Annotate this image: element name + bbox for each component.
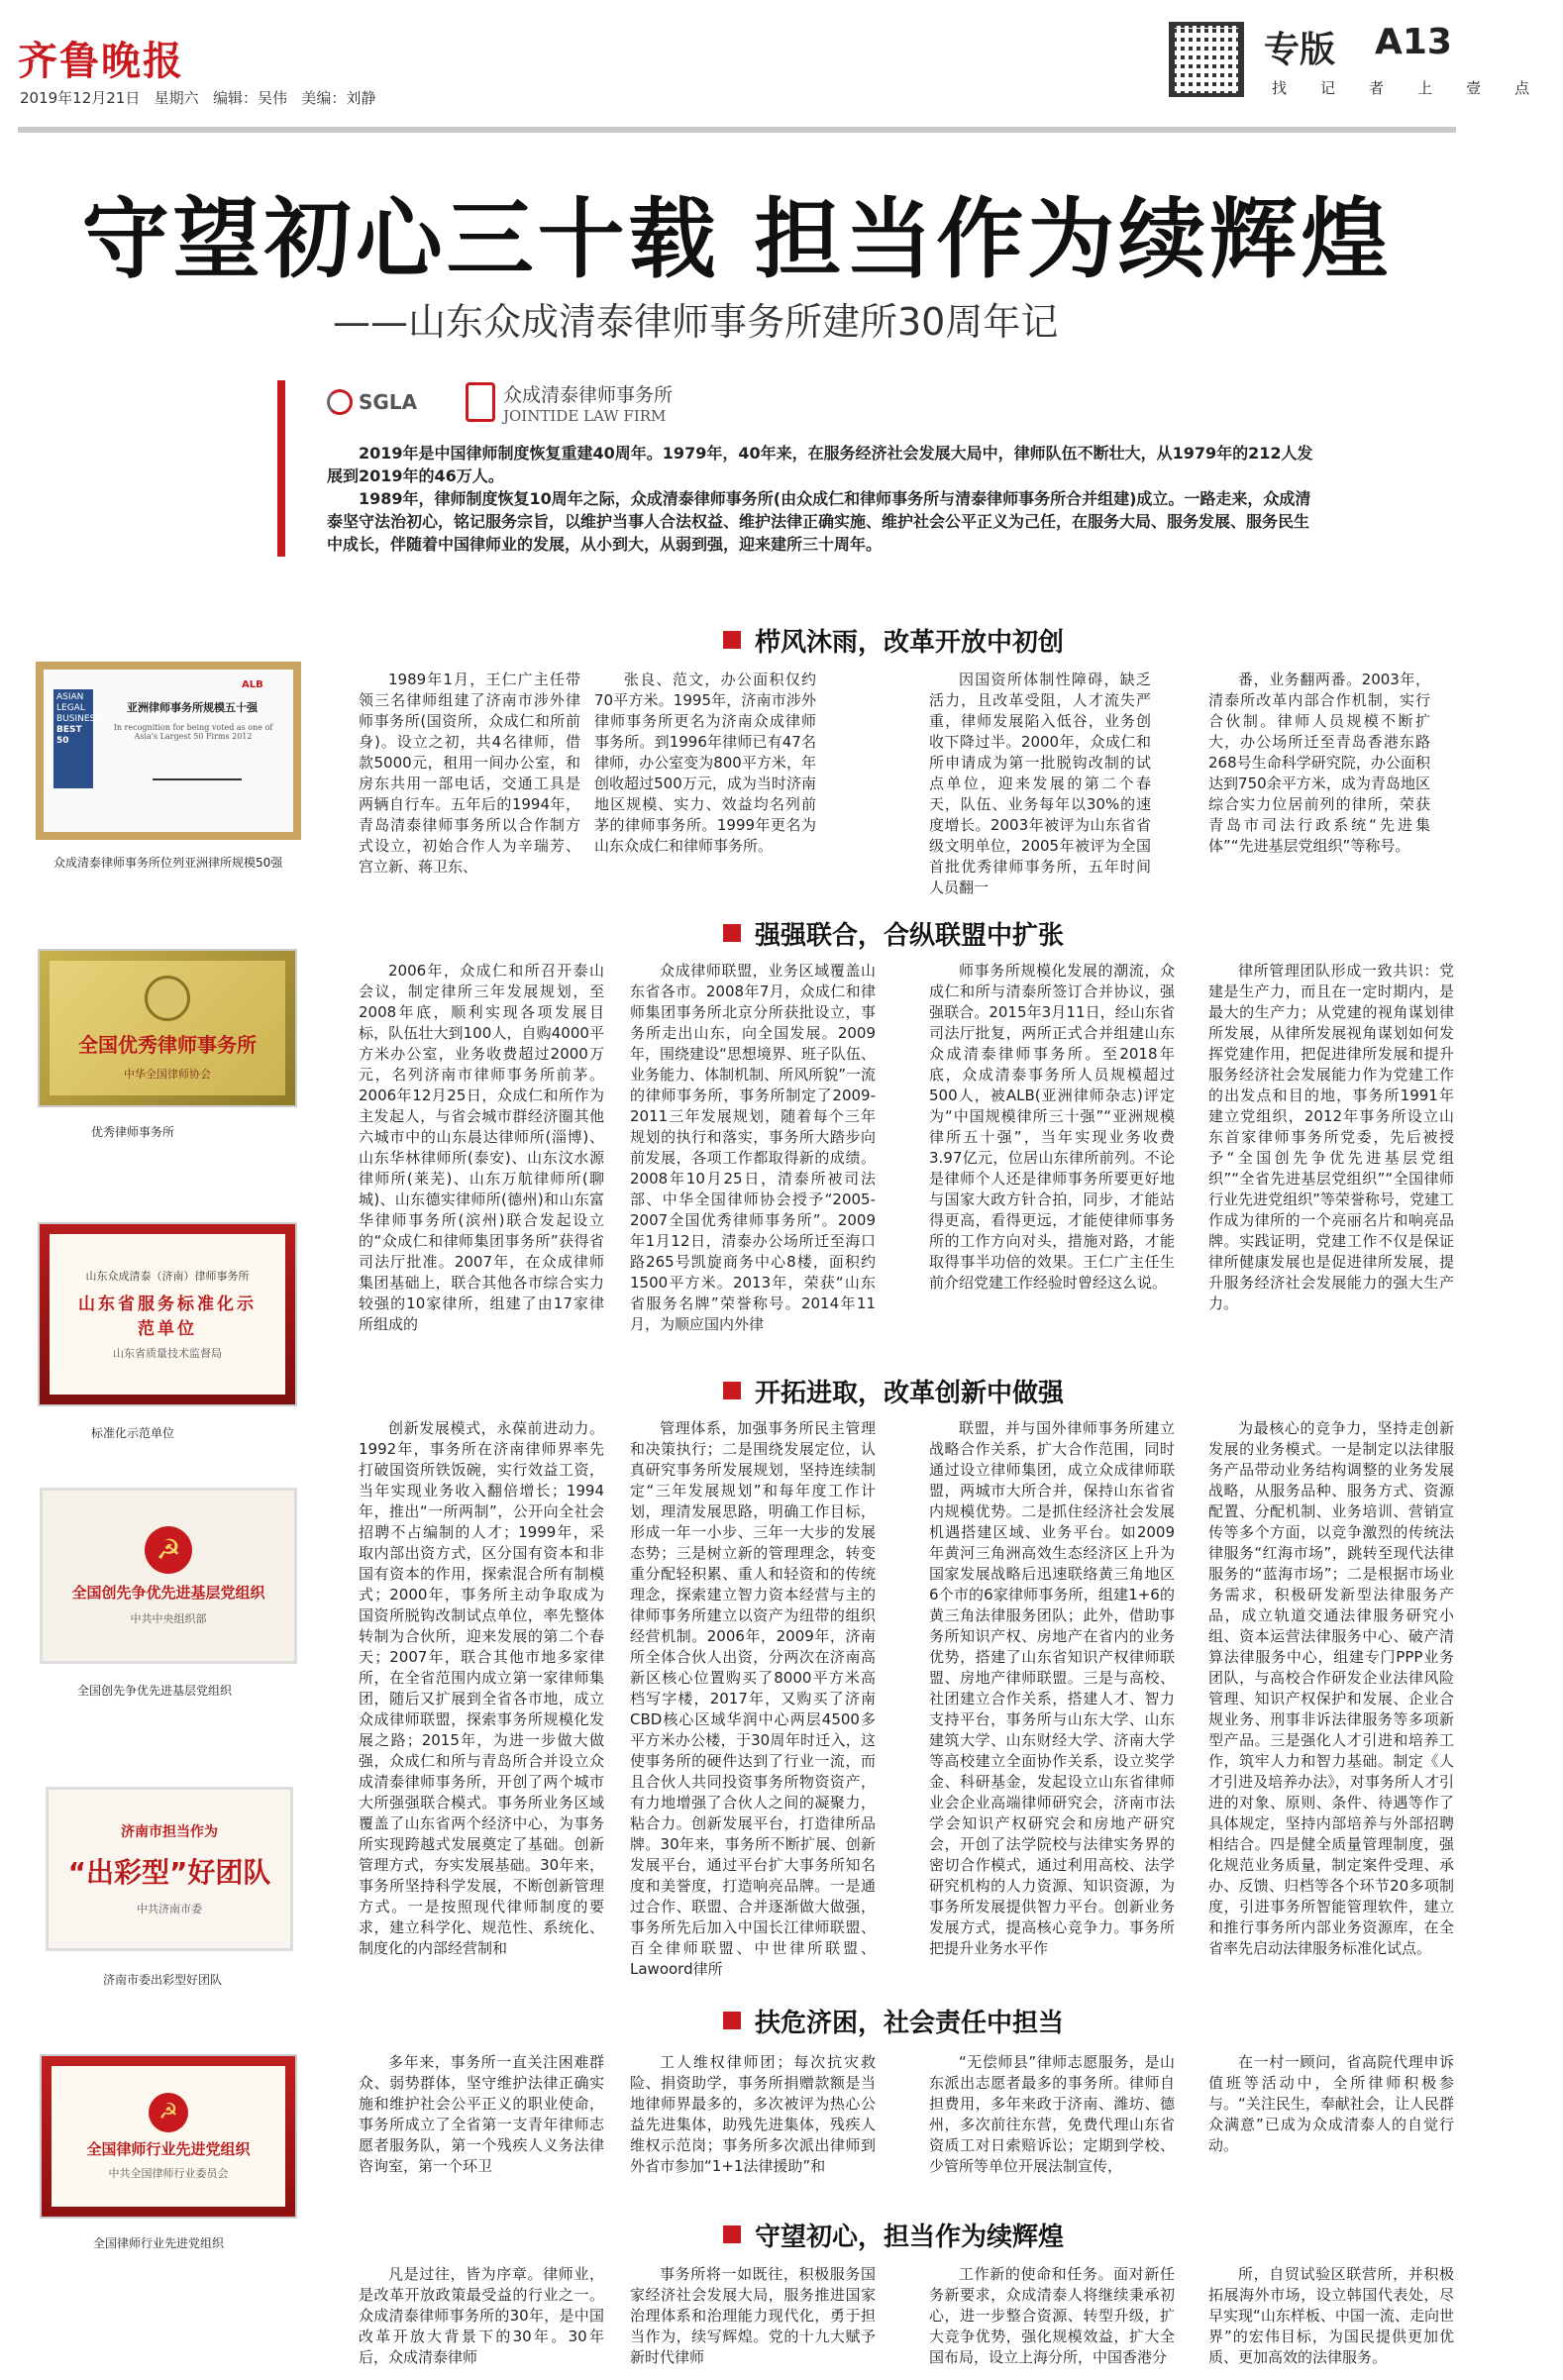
sgla-logo: SGLA <box>327 380 446 424</box>
photo-caption: 标准化示范单位 <box>91 1426 175 1440</box>
photo-industry-party-plaque: ☭ 全国律师行业先进党组织 中共全国律师行业委员会 <box>40 2054 297 2219</box>
article-column: 管理体系，加强事务所民主管理和决策执行；二是围绕发展定位，认真研究事务所发展规划，坚持连续制定“三年发展规划”和每年度工作计划，理清发展思路，明确工作目标，形成一年一小步、三年一大步的发展态势；三是树立新的管理理念，转变重分配轻积累、重人和轻资和的传统理念，探索建立智力资本经营与主的律师事务所建立以资产为纽带的组织经营机制。2006年，2009年，济南所全体合伙人出资，分两次在济南高新区核心位置购买了8000平方米高档写字楼，2017年，又购买了济南CBD核心区域华润中心两层4500多平方米办公楼，于30周年时迁入，这使事务所的硬件达到了行业一流，而且合伙人共同投资事务所物资资产，有力地增强了合伙人之间的凝聚力，粘合力。创新发展平台，打造律所品牌。30年来，事务所不断扩展、创新发展平台，通过平台扩大事务所知名度和美誉度，打造响亮品牌。一是通过合作、联盟、合并逐渐做大做强，事务所先后加入中国长江律师联盟、百全律师联盟、中世律所联盟、Lawoord律所 <box>630 1419 876 1978</box>
photo-caption: 优秀律师事务所 <box>91 1125 175 1139</box>
headline: 守望初心三十载 担当作为续辉煌 <box>81 188 1393 290</box>
signature-line <box>153 778 242 780</box>
issue-date: 2019年12月21日 <box>20 89 141 107</box>
article-column: 联盟，并与国外律师事务所建立战略合作关系，扩大合作范围，同时通过设立律师集团，成立众成律师联盟，两城市大所合并，保持山东省省内规模优势。二是抓住经济社会发展机遇搭建区域、业务平台。如2009年黄河三角洲高效生态经济区上升为国家发展战略后迅速联络黄三角地区6个市的6家律师事务所，组建1+6的黄三角法律服务团队；此外，借助事务所知识产权、房地产在省内的业务优势，搭建了山东省知识产权律师联盟、房地产律师联盟。三是与高校、社团建立合作关系，搭建人才、智力支持平台，事务所与山东大学、山东建筑大学、山东财经大学、济南大学等高校建立全面协作关系，设立奖学金、科研基金，发起设立山东省律师业会企业高端律师研究会，济南市法学会知识产权研究会和房地产研究会，开创了法学院校与法律实务界的密切合作模式，通过利用高校、法学研究机构的人力资源、知识资源，为事务所发展提供智力平台。创新业务发展方式，提高核心竞争力。事务所把提升业务水平作 <box>929 1419 1175 1957</box>
emblem-icon <box>145 976 190 1021</box>
photo-team-plaque: 济南市担当作为 “出彩型”好团队 中共济南市委 <box>46 1787 293 1951</box>
article-column: 番，业务翻两番。2003年，清泰所改革内部合作机制，实行合伙制。律师人员规模不断扩大，办公场所迁至青岛香港东路268号生命科学研究院，办公面积达到750余平方米，成为青岛地区综合实力位居前列的律所，荣获青岛市司法行政系统“先进集体”“先进基层党组织”等称号。 <box>1208 671 1430 855</box>
article-column: 凡是过往，皆为序章。律师业，是改革开放政策最受益的行业之一。众成清泰律师事务所的30年，是中国改革开放大背景下的30年。30年后，众成清泰律师 <box>359 2265 604 2366</box>
article-column: 在一村一顾问，省高院代理申诉值班等活动中，全所律师积极参与。“关注民生，奉献社会，让人民群众满意”已成为众成清泰人的自觉行动。 <box>1208 2053 1454 2154</box>
masthead <box>18 22 1536 109</box>
firm-logo: 众成清泰律师事务所 JOINTIDE LAW FIRM <box>466 376 723 428</box>
article-column: 为最核心的竞争力，坚持走创新发展的业务模式。一是制定以法律服务产品带动业务结构调整的业务发展战略，从服务品种、服务方式、资源配置、分配机制、业务培训、营销宣传等多个方面，以竞争激烈的传统法律服务“红海市场”，跳转至现代法律服务的“蓝海市场”；二是根据市场业务需求，积极研发新型法律服务产品，成立轨道交通法律服务研究小组、资本运营法律服务中心、破产清算法律服务中心，组建专门PPP业务团队，与高校合作研发企业法律风险管理、知识产权保护和发展、企业合规业务、刑事非诉法律服务等多项新型产品。三是强化人才引进和培养工作，筑牢人力和智力基础。制定《人才引进及培养办法》，对事务所人才引进的对象、原则、条件、待遇等作了具体规定，坚持内部培养与外部招聘相结合。四是健全质量管理制度，强化规范业务质量，制定案件受理、承办、反馈、归档等各个环节20多项制度，引进事务所智能管理软件，建立和推行事务所内部业务资源库，在全省率先启动法律服务标准化试点。 <box>1208 1419 1454 1957</box>
accent-bar <box>277 380 285 557</box>
photo-party-plaque: ☭ 全国创先争优先进基层党组织 中共中央组织部 <box>40 1488 297 1664</box>
article-column: 因国资所体制性障碍，缺乏活力，且改革受阻，人才流失严重，律师发展陷入低谷，业务创收下降过半。2000年，众成仁和所申请成为第一批脱钩改制的试点单位，迎来发展的第二个春天，队伍、业务每年以30%的速度增长。2003年被评为山东省省级文明单位，2005年被评为全国首批优秀律师事务所，五年时间人员翻一 <box>929 671 1151 896</box>
photo-caption: 济南市委出彩型好团队 <box>103 1973 223 1987</box>
article-column: 张良、范文，办公面积仅约70平方米。1995年，济南市涉外律师事务所更名为济南众成律师事务所。到1996年律师已有47名律师，办公室变为800平方米，年创收超过500万元，成为当时济南地区规模、实力、效益均名列前茅的律师事务所。1999年更名为山东众成仁和律师事务所。 <box>594 671 816 855</box>
article-column: “无偿师县”律师志愿服务，是山东派出志愿者最多的事务所。律师自担费用，多年来政于济南、潍坊、德州，多次前往东营，免费代理山东省资质工对日索赔诉讼；定期到学校、少管所等单位开展法制宣传， <box>929 2053 1175 2175</box>
photo-caption: 众成清泰律师事务所位列亚洲律所规模50强 <box>53 856 283 870</box>
designer: 美编：刘静 <box>301 89 376 107</box>
square-icon <box>723 2012 741 2029</box>
newspaper-name: 齐鲁晚报 <box>18 38 184 84</box>
square-icon <box>723 631 741 649</box>
article-column: 2006年，众成仁和所召开泰山会议，制定律所三年发展规划，至2008年底，顺利实现各项发展目标，队伍壮大到100人，自购4000平方米办公室，业务收费超过2000万元，名列济南市律师事务所前茅。2006年12月25日，众成仁和所作为主发起人，与省会城市群经济圈其他六城市中的山东晨达律师所(淄博)、山东华林律师所(泰安)、山东汶水源律师所(莱芜)、山东万航律师所(聊城)、山东德实律师所(德州)和山东富华律师事务所(滨州)联合发起设立的“众成仁和律师集团事务所”获得省司法厅批准。2007年，在众成律师集团基础上，联合其他各市综合实力较强的10家律所，组建了由17家律所组成的 <box>359 962 604 1333</box>
photo-alb-certificate: ASIAN LEGAL BUSINESS BEST 50 亚洲律师事务所规模五十强 In recognition for being voted as one of Asia's Largest 50 Firms 2012 ALB <box>36 662 301 840</box>
dateline <box>20 87 375 108</box>
section-heading: 强强联合，合纵联盟中扩张 <box>723 915 1064 951</box>
party-emblem-icon: ☭ <box>149 2093 188 2132</box>
sgla-mark-icon <box>327 389 353 415</box>
article-column: 1989年1月，王仁广主任带领三名律师组建了济南市涉外律师事务所(国资所，众成仁和所前身)。设立之初，共4名律师，借款5000元，租用一间办公室，和房东共用一部电话，交通工具是两辆自行车。五年后的1994年，青岛清泰律师事务所以合作制方式设立，初始合作人为辛瑞芳、宫立新、蒋卫东、 <box>359 671 580 876</box>
alb-badge: ASIAN LEGAL BUSINESS BEST 50 <box>53 689 93 788</box>
party-emblem-icon: ☭ <box>145 1526 192 1574</box>
weekday: 星期六 <box>154 89 199 107</box>
page-number: A13 <box>1375 22 1452 62</box>
photo-standardization-plaque: 山东众成清泰（济南）律师事务所 山东省服务标准化示范单位 山东省质量技术监督局 <box>38 1222 297 1406</box>
article-column: 所，自贸试验区联营所，并积极拓展海外市场，设立韩国代表处，尽早实现“山东样板、中国一流、走向世界”的宏伟目标，为国民提供更加优质、更加高效的法律服务。 <box>1208 2265 1454 2366</box>
intro: 2019年是中国律师制度恢复重建40周年。1979年，40年来，在服务经济社会发展大局中，律师队伍不断壮大，从1979年的212人发展到2019年的46万人。 1989年，律师制度恢复10周年之际，众成清泰律师事务所(由众成仁和律师事务所与清泰律师事务所合并组建)成立。一路走来，众成清泰坚守法治初心，铭记服务宗旨，以维护当事人合法权益、维护法律正确实施、维护社会公平正义为己任，在服务大局、服务发展、服务民生中成长，伴随着中国律师业的发展，从小到大，从弱到强，迎来建所三十周年。 <box>327 444 1313 554</box>
article-column: 事务所将一如既往，积极服务国家经济社会发展大局，服务推进国家治理体系和治理能力现代化，勇于担当作为，续写辉煌。党的十九大赋予新时代律师 <box>630 2265 876 2366</box>
square-icon <box>723 1382 741 1399</box>
square-icon <box>723 2225 741 2243</box>
article-column: 律所管理团队形成一致共识：党建是生产力，而且在一定时期内，是最大的生产力；从党建的视角谋划律所发展，从律所发展视角谋划如何发挥党建作用，把促进律所发展和提升服务经济社会发展能力作为党建工作的出发点和目的地，事务所1991年建立党组织，2012年事务所设立山东首家律师事务所党委，先后被授予“全国创先争优先进基层党组织”“全省先进基层党组织”“全国律师行业先进党组织”等荣誉称号，党建工作成为律所的一个亮丽名片和响亮品牌。实践证明，党建工作不仅是保证律所健康发展也是促进律所发展，提升服务经济社会发展能力的强大生产力。 <box>1208 962 1454 1312</box>
editor: 编辑：吴伟 <box>213 89 288 107</box>
section-heading: 守望初心，担当作为续辉煌 <box>723 2217 1064 2252</box>
subheadline: ——山东众成清泰律师事务所建所30周年记 <box>333 300 1059 344</box>
firm-mark-icon <box>466 382 495 422</box>
article-column: 创新发展模式，永葆前进动力。1992年，事务所在济南律师界率先打破国资所铁饭碗，实行效益工资，当年实现业务收入翻倍增长；1994年，推出“一所两制”，公开向全社会招聘不占编制的人才；1999年，采取内部出资方式，区分国有资本和非国有资本的作用，探索混合所有制模式；2000年，事务所主动争取成为国资所脱钩改制试点单位，率先整体转制为合伙所，迎来发展的第二个春天；2007年，联合其他市地多家律所，在全省范围内成立第一家律师集团，随后又扩展到全省各市地，成立众成律师联盟，探索事务所规模化发展之路；2015年，为进一步做大做强，众成仁和所与青岛所合并设立众成清泰律师事务所，开创了两个城市大所强强联合模式。事务所业务区域覆盖了山东省两个经济中心，为事务所实现跨越式发展奠定了基础。创新管理方式，夯实发展基础。30年来，事务所坚持科学发展，不断创新管理方式。一是按照现代律师制度的要求，建立科学化、规范性、系统化、制度化的内部经营制和 <box>359 1419 604 1957</box>
square-icon <box>723 924 741 942</box>
section-heading: 扶危济困，社会责任中担当 <box>723 2003 1064 2038</box>
photo-caption: 全国创先争优先进基层党组织 <box>77 1684 233 1698</box>
article-column: 众成律师联盟，业务区域覆盖山东省各市。2008年7月，众成仁和律师集团事务所北京分所获批设立，事务所走出山东，向全国发展。2009年，围绕建设“思想境界、班子队伍、业务能力、体制机制、所风所貌”一流的律师事务所，事务所制定了2009-2011三年发展规划，随着每个三年规划的执行和落实，事务所大踏步向前发展，各项工作都取得新的成绩。2008年10月25日，清泰所被司法部、中华全国律师协会授予“2005-2007全国优秀律师事务所”。2009年1月12日，清泰办公场所迁至海口路265号凯旋商务中心8楼，面积约1500平方米。2013年，荣获“山东省服务名牌”荣誉称号。2014年11月，为顺应国内外律 <box>630 962 876 1333</box>
article-column: 多年来，事务所一直关注困难群众、弱势群体，坚守维护法律正确实施和维护社会公平正义的职业使命，事务所成立了全省第一支青年律师志愿者服务队，第一个残疾人义务法律咨询室，第一个环卫 <box>359 2053 604 2175</box>
section-heading: 栉风沐雨，改革开放中初创 <box>723 622 1064 658</box>
alb-logo: ALB <box>242 679 263 690</box>
article-column: 工人维权律师团；每次抗灾救险、捐资助学，事务所捐赠款额是当地律师界最多的，多次被评为热心公益先进集体，助残先进集体，残疾人维权示范岗；事务所多次派出律师到外省市参加“1+1法律援助”和 <box>630 2053 876 2175</box>
section-heading: 开拓进取，改革创新中做强 <box>723 1373 1064 1408</box>
article-column: 工作新的使命和任务。面对新任务新要求，众成清泰人将继续秉承初心，进一步整合资源、转型升级，扩大竞争优势，强化规模效益，扩大全国布局，设立上海分所，中国香港分 <box>929 2265 1175 2366</box>
section-label: 专版 <box>1264 30 1336 70</box>
article-column: 师事务所规模化发展的潮流，众成仁和所与清泰所签订合并协议，强强联合。2015年3月11日，经山东省司法厅批复，两所正式合并组建山东众成清泰律师事务所。至2018年底，众成清泰事务所人员规模超过500人，被ALB(亚洲律师杂志)评定为“中国规模律所三十强”“亚洲规模律所五十强”，当年实现业务收费3.97亿元，位居山东律所前列。不论是律师个人还是律师事务所要更好地与国家大政方针合拍，同步，才能站得更高，看得更远，才能使律师事务所的工作方向对头，措施对路，才能取得事半功倍的效果。王仁广主任生前介绍党建工作经验时曾经这么说。 <box>929 962 1175 1292</box>
header-rule <box>18 127 1456 133</box>
photo-caption: 全国律师行业先进党组织 <box>93 2236 225 2250</box>
photo-excellent-firm-plaque: 全国优秀律师事务所 中华全国律师协会 <box>38 949 297 1107</box>
reporter-slogan: 找 记 者 上 壹 点 <box>1272 79 1536 97</box>
